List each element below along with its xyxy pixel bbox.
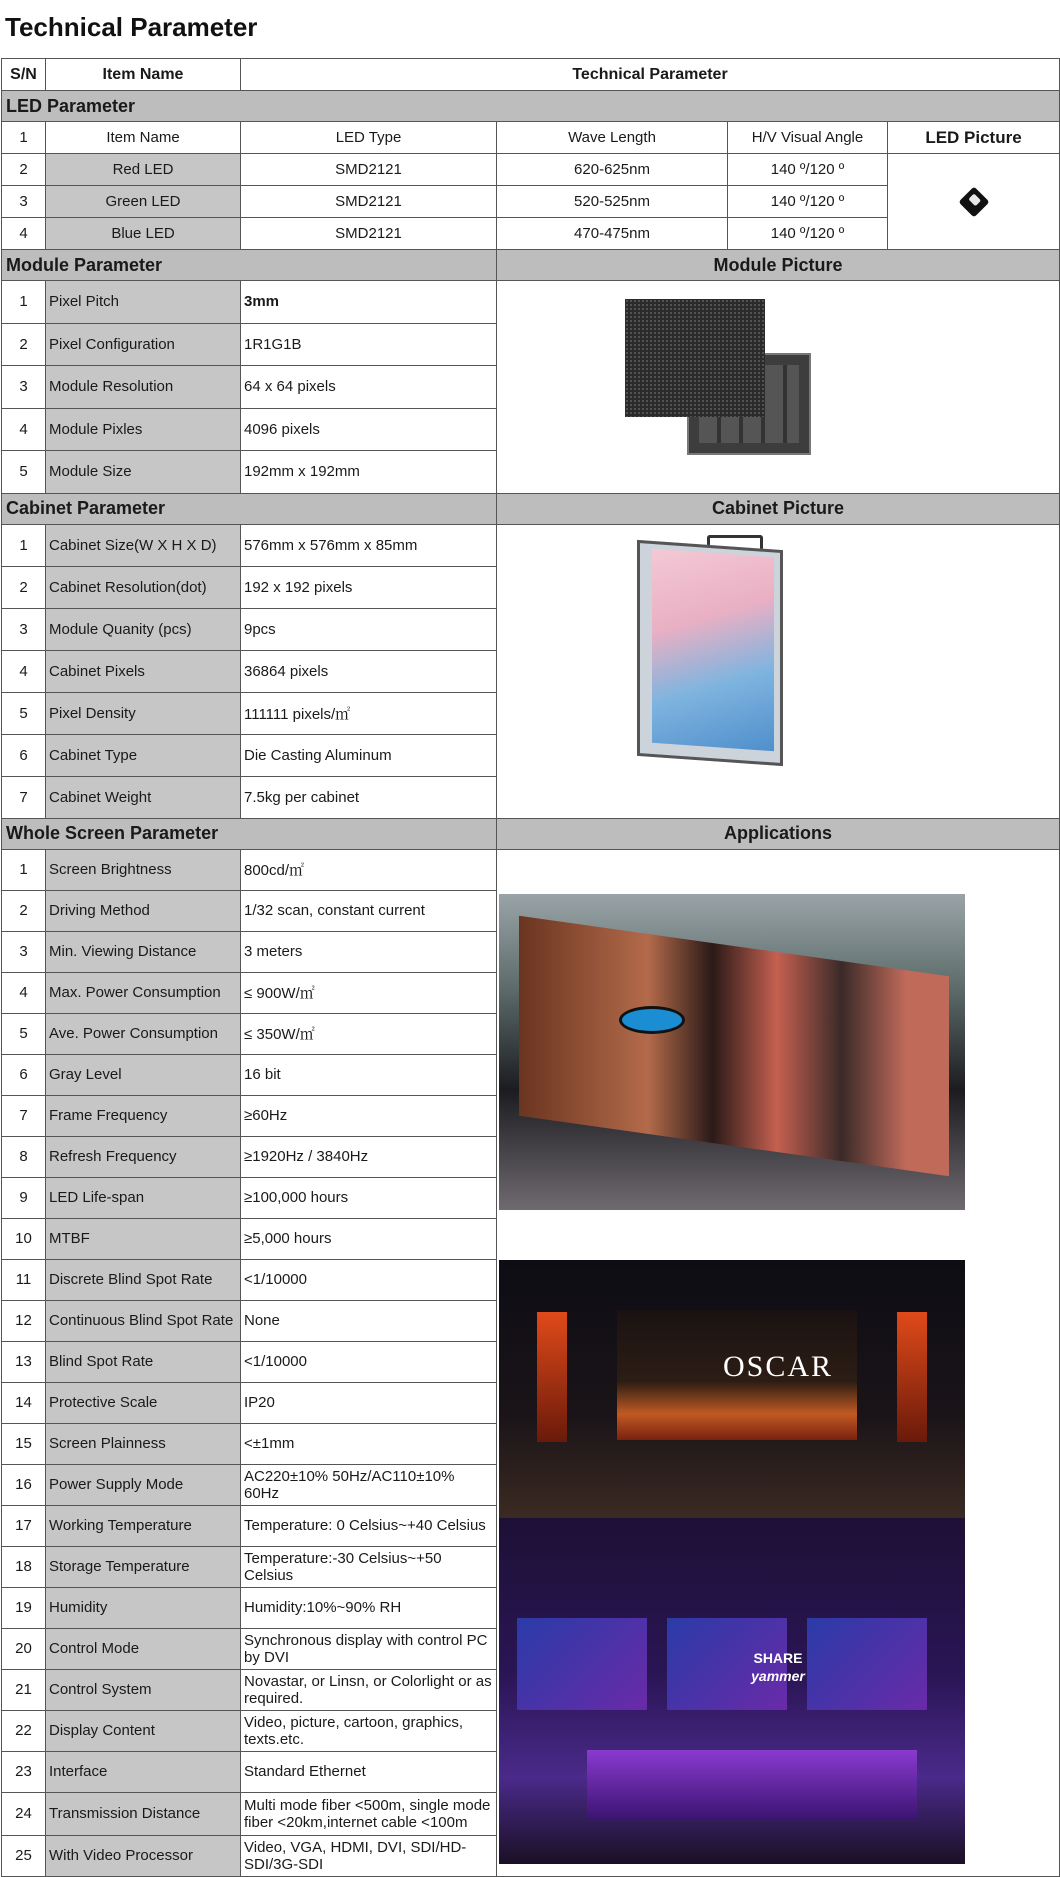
led-row <box>2 154 1060 186</box>
screen-name: Continuous Blind Spot Rate <box>46 1300 241 1341</box>
led-column-row <box>2 122 1060 154</box>
screen-value: ≥1920Hz / 3840Hz <box>241 1136 497 1177</box>
table-header-row <box>2 59 1060 91</box>
screen-value: None <box>241 1300 497 1341</box>
screen-name: Working Temperature <box>46 1505 241 1546</box>
screen-value: Novastar, or Linsn, or Colorlight or as required. <box>241 1669 497 1710</box>
module-section-title: Module Parameter <box>2 250 497 281</box>
module-name: Module Size <box>46 451 241 494</box>
screen-value: Video, picture, cartoon, graphics, texts.etc. <box>241 1710 497 1751</box>
screen-value: 1/32 scan, constant current <box>241 890 497 931</box>
screen-value: Temperature:-30 Celsius~+50 Celsius <box>241 1546 497 1587</box>
screen-value: Humidity:10%~90% RH <box>241 1587 497 1628</box>
led-sn: 3 <box>2 186 46 218</box>
screen-name: MTBF <box>46 1218 241 1259</box>
cabinet-sn: 1 <box>2 524 46 566</box>
screen-value: AC220±10% 50Hz/AC110±10% 60Hz <box>241 1464 497 1505</box>
led-col-wave: Wave Length <box>497 122 728 154</box>
module-value: 4096 pixels <box>241 408 497 451</box>
cabinet-name: Cabinet Type <box>46 734 241 776</box>
module-name: Module Pixles <box>46 408 241 451</box>
cabinet-name: Pixel Density <box>46 692 241 734</box>
led-col-type: LED Type <box>241 122 497 154</box>
led-col-angle: H/V Visual Angle <box>728 122 888 154</box>
screen-sn: 5 <box>2 1013 46 1054</box>
cabinet-name: Cabinet Pixels <box>46 650 241 692</box>
module-row <box>2 281 1060 324</box>
screen-sn: 3 <box>2 931 46 972</box>
cabinet-sn: 4 <box>2 650 46 692</box>
screen-name: Humidity <box>46 1587 241 1628</box>
screen-value: 800cd/㎡ <box>241 849 497 890</box>
screen-sn: 4 <box>2 972 46 1013</box>
led-type: SMD2121 <box>241 186 497 218</box>
application-yammer-text: yammer <box>751 1667 805 1684</box>
screen-value: Multi mode fiber <500m, single mode fiber <20km,internet cable <100m <box>241 1792 497 1835</box>
screen-value: <±1mm <box>241 1423 497 1464</box>
led-wave: 520-525nm <box>497 186 728 218</box>
module-name: Module Resolution <box>46 366 241 409</box>
screen-sn: 11 <box>2 1259 46 1300</box>
screen-value: Video, VGA, HDMI, DVI, SDI/HD-SDI/3G-SDI <box>241 1835 497 1876</box>
screen-sn: 21 <box>2 1669 46 1710</box>
spec-table <box>1 58 1060 1877</box>
module-sn: 3 <box>2 366 46 409</box>
led-col-item: Item Name <box>46 122 241 154</box>
cabinet-sn: 2 <box>2 566 46 608</box>
screen-sn: 14 <box>2 1382 46 1423</box>
module-sn: 4 <box>2 408 46 451</box>
screen-name: Screen Plainness <box>46 1423 241 1464</box>
application-share-text: SHARE <box>753 1649 803 1666</box>
screen-sn: 18 <box>2 1546 46 1587</box>
screen-sn: 19 <box>2 1587 46 1628</box>
cabinet-section-title: Cabinet Parameter <box>2 493 497 524</box>
screen-value: IP20 <box>241 1382 497 1423</box>
module-name: Pixel Pitch <box>46 281 241 324</box>
module-value: 3mm <box>241 281 497 324</box>
screen-sn: 25 <box>2 1835 46 1876</box>
led-angle: 140 º/120 º <box>728 218 888 250</box>
cabinet-value: 576mm x 576mm x 85mm <box>241 524 497 566</box>
module-value: 64 x 64 pixels <box>241 366 497 409</box>
cabinet-sn: 7 <box>2 776 46 818</box>
module-value: 1R1G1B <box>241 323 497 366</box>
led-sn: 4 <box>2 218 46 250</box>
screen-name: Protective Scale <box>46 1382 241 1423</box>
screen-name: LED Life-span <box>46 1177 241 1218</box>
cabinet-row <box>2 524 1060 566</box>
cabinet-name: Cabinet Size(W X H X D) <box>46 524 241 566</box>
screen-name: Driving Method <box>46 890 241 931</box>
led-col-sn: 1 <box>2 122 46 154</box>
screen-name: Storage Temperature <box>46 1546 241 1587</box>
screen-value: ≤ 350W/㎡ <box>241 1013 497 1054</box>
screen-row <box>2 849 1060 890</box>
screen-value: Standard Ethernet <box>241 1751 497 1792</box>
screen-name: Min. Viewing Distance <box>46 931 241 972</box>
screen-name: Interface <box>46 1751 241 1792</box>
led-type: SMD2121 <box>241 218 497 250</box>
led-chip-image <box>958 186 989 217</box>
module-sn: 1 <box>2 281 46 324</box>
cabinet-name: Cabinet Weight <box>46 776 241 818</box>
screen-sn: 12 <box>2 1300 46 1341</box>
led-wave: 620-625nm <box>497 154 728 186</box>
cabinet-name: Module Quanity (pcs) <box>46 608 241 650</box>
led-picture <box>888 154 1060 250</box>
screen-name: Transmission Distance <box>46 1792 241 1835</box>
cabinet-sn: 3 <box>2 608 46 650</box>
module-picture-label: Module Picture <box>497 250 1060 281</box>
module-section-row <box>2 250 1060 281</box>
cabinet-name: Cabinet Resolution(dot) <box>46 566 241 608</box>
screen-value: ≥5,000 hours <box>241 1218 497 1259</box>
led-wave: 470-475nm <box>497 218 728 250</box>
screen-picture-label: Applications <box>497 818 1060 849</box>
cabinet-screen-image <box>652 548 774 751</box>
led-section-title: LED Parameter <box>2 91 1060 122</box>
application-oscar-text: OSCAR <box>722 1349 834 1383</box>
screen-section-title: Whole Screen Parameter <box>2 818 497 849</box>
screen-value: <1/10000 <box>241 1341 497 1382</box>
screen-sn: 24 <box>2 1792 46 1835</box>
module-picture <box>497 281 1060 494</box>
screen-picture <box>497 849 1060 1876</box>
led-section-row <box>2 91 1060 122</box>
led-picture-label: LED Picture <box>888 122 1060 154</box>
led-angle: 140 º/120 º <box>728 186 888 218</box>
screen-name: Ave. Power Consumption <box>46 1013 241 1054</box>
screen-sn: 13 <box>2 1341 46 1382</box>
screen-sn: 2 <box>2 890 46 931</box>
cabinet-value: 7.5kg per cabinet <box>241 776 497 818</box>
screen-value: <1/10000 <box>241 1259 497 1300</box>
screen-section-row <box>2 818 1060 849</box>
module-name: Pixel Configuration <box>46 323 241 366</box>
screen-value: Synchronous display with control PC by DVI <box>241 1628 497 1669</box>
screen-sn: 23 <box>2 1751 46 1792</box>
cabinet-sn: 6 <box>2 734 46 776</box>
screen-name: Control Mode <box>46 1628 241 1669</box>
screen-sn: 16 <box>2 1464 46 1505</box>
screen-name: Gray Level <box>46 1054 241 1095</box>
cabinet-picture-label: Cabinet Picture <box>497 493 1060 524</box>
screen-sn: 22 <box>2 1710 46 1751</box>
screen-sn: 20 <box>2 1628 46 1669</box>
screen-name: Display Content <box>46 1710 241 1751</box>
screen-sn: 8 <box>2 1136 46 1177</box>
header-technical-parameter: Technical Parameter <box>241 59 1060 91</box>
led-item: Blue LED <box>46 218 241 250</box>
screen-name: Blind Spot Rate <box>46 1341 241 1382</box>
header-sn: S/N <box>2 59 46 91</box>
led-angle: 140 º/120 º <box>728 154 888 186</box>
module-sn: 2 <box>2 323 46 366</box>
header-item-name: Item Name <box>46 59 241 91</box>
cabinet-picture <box>497 524 1060 818</box>
cabinet-value: 111111 pixels/㎡ <box>241 692 497 734</box>
screen-name: Frame Frequency <box>46 1095 241 1136</box>
screen-name: Max. Power Consumption <box>46 972 241 1013</box>
screen-value: ≤ 900W/㎡ <box>241 972 497 1013</box>
screen-sn: 6 <box>2 1054 46 1095</box>
screen-sn: 1 <box>2 849 46 890</box>
screen-value: 16 bit <box>241 1054 497 1095</box>
led-item: Green LED <box>46 186 241 218</box>
cabinet-value: 36864 pixels <box>241 650 497 692</box>
cabinet-value: Die Casting Aluminum <box>241 734 497 776</box>
cabinet-value: 192 x 192 pixels <box>241 566 497 608</box>
screen-sn: 17 <box>2 1505 46 1546</box>
screen-name: With Video Processor <box>46 1835 241 1876</box>
module-front-image <box>625 299 765 417</box>
screen-value: ≥100,000 hours <box>241 1177 497 1218</box>
screen-name: Control System <box>46 1669 241 1710</box>
led-item: Red LED <box>46 154 241 186</box>
applications-gallery <box>497 850 1059 1870</box>
page-title: Technical Parameter <box>5 12 258 42</box>
screen-sn: 7 <box>2 1095 46 1136</box>
module-value: 192mm x 192mm <box>241 451 497 494</box>
cabinet-section-row <box>2 493 1060 524</box>
application-stage <box>587 1750 917 1820</box>
screen-name: Screen Brightness <box>46 849 241 890</box>
screen-sn: 15 <box>2 1423 46 1464</box>
screen-value: ≥60Hz <box>241 1095 497 1136</box>
screen-name: Discrete Blind Spot Rate <box>46 1259 241 1300</box>
screen-name: Power Supply Mode <box>46 1464 241 1505</box>
screen-name: Refresh Frequency <box>46 1136 241 1177</box>
led-sn: 2 <box>2 154 46 186</box>
screen-value: Temperature: 0 Celsius~+40 Celsius <box>241 1505 497 1546</box>
screen-value: 3 meters <box>241 931 497 972</box>
cabinet-value: 9pcs <box>241 608 497 650</box>
screen-sn: 10 <box>2 1218 46 1259</box>
application-eye-graphic <box>619 1006 685 1034</box>
led-type: SMD2121 <box>241 154 497 186</box>
module-sn: 5 <box>2 451 46 494</box>
screen-sn: 9 <box>2 1177 46 1218</box>
cabinet-sn: 5 <box>2 692 46 734</box>
